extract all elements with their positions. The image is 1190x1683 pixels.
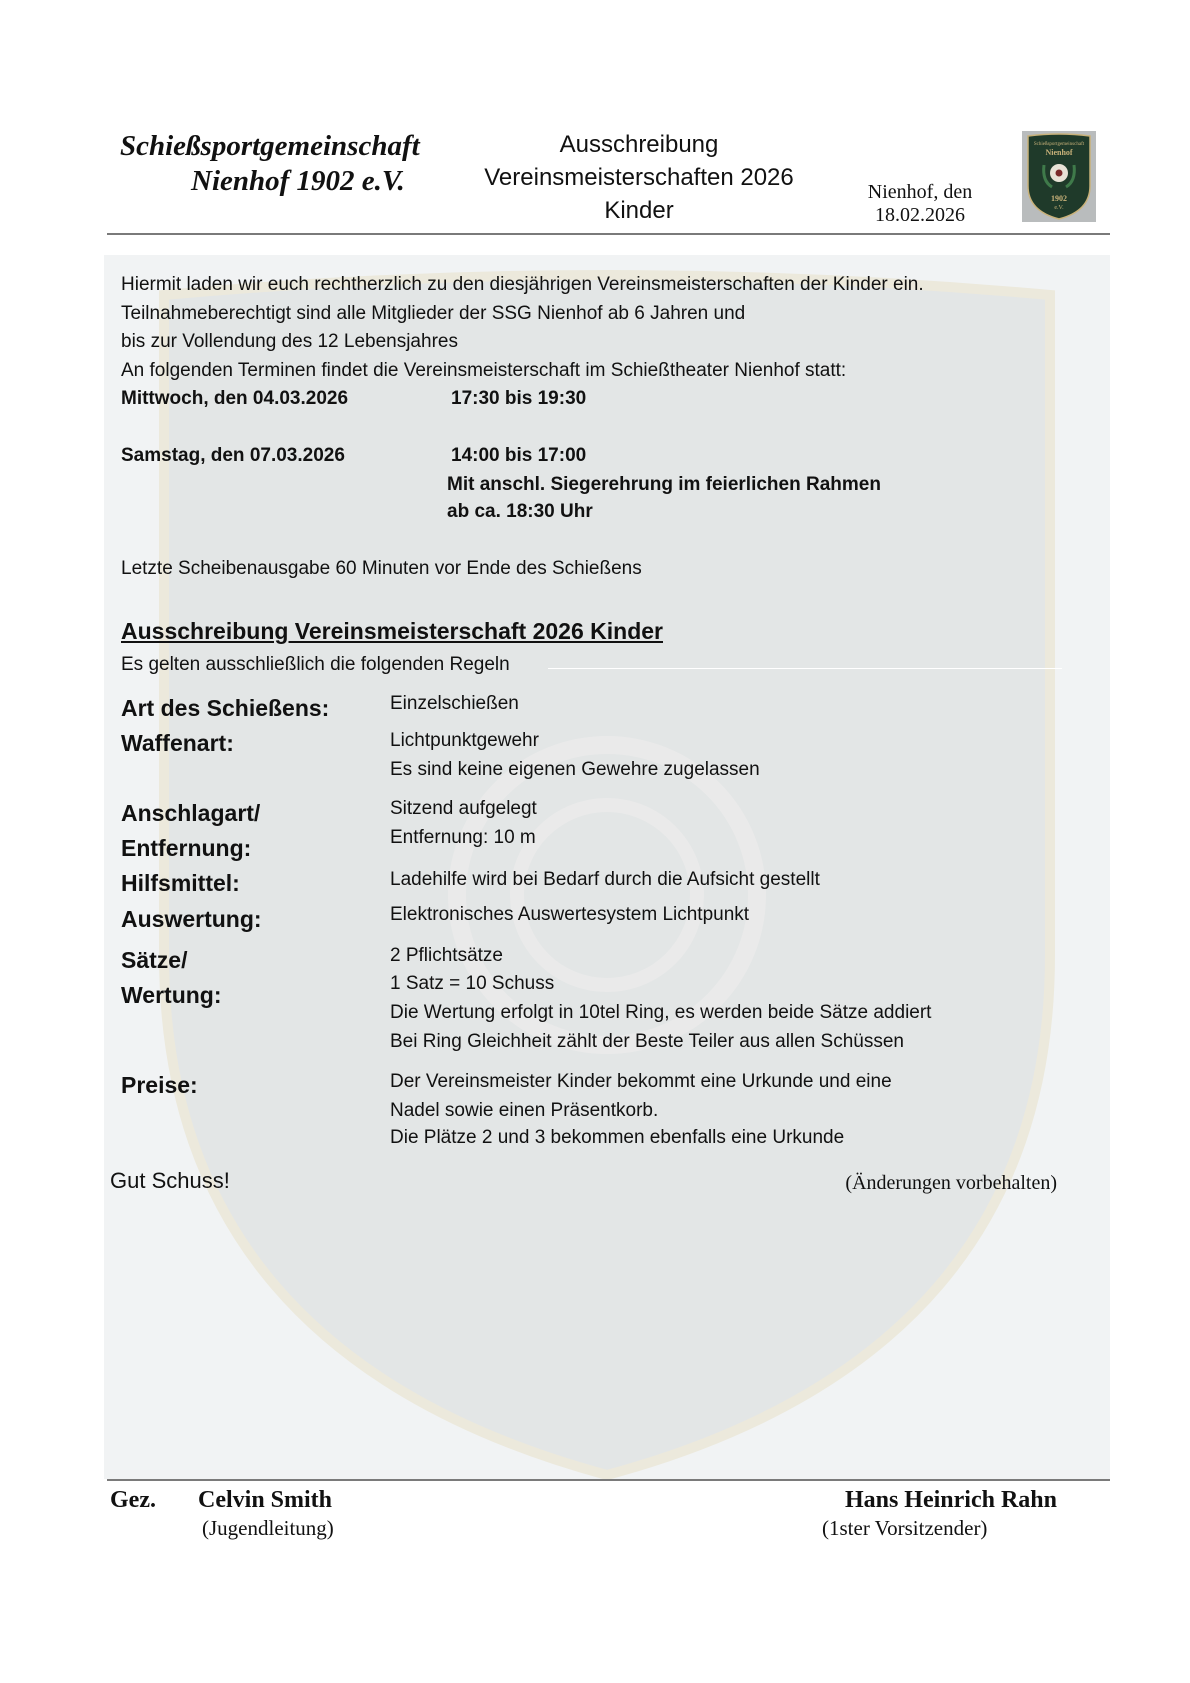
- rule-value: Sitzend aufgelegt: [390, 798, 537, 819]
- last-issue-note: Letzte Scheibenausgabe 60 Minuten vor Ende des Schießens: [121, 558, 642, 579]
- subheading-rule: [548, 668, 1062, 669]
- svg-text:e.V.: e.V.: [1054, 205, 1064, 211]
- watermark-background: [104, 255, 1110, 1479]
- closing-greeting: Gut Schuss!: [110, 1168, 230, 1193]
- rule-label-preise: Preise:: [121, 1072, 198, 1098]
- rule-label-art: Art des Schießens:: [121, 695, 330, 721]
- date-2-ceremony-time: ab ca. 18:30 Uhr: [447, 501, 593, 522]
- intro-line: Hiermit laden wir euch rechtherzlich zu den diesjährigen Vereinsmeisterschaften der Kinder ein.: [121, 274, 924, 295]
- doc-title-line3: Kinder: [604, 197, 674, 224]
- date-1-day: Mittwoch, den 04.03.2026: [121, 388, 349, 409]
- club-name-line1: Schießsportgemeinschaft: [120, 130, 420, 162]
- signature-divider: [107, 1479, 1110, 1481]
- club-logo: [1022, 131, 1096, 222]
- rule-value: Die Plätze 2 und 3 bekommen ebenfalls eine Urkunde: [390, 1127, 845, 1148]
- signature-right-name: Hans Heinrich Rahn: [844, 1487, 1057, 1513]
- rule-label-anschlagart: Anschlagart/: [121, 800, 261, 826]
- intro-line: An folgenden Terminen findet die Vereinsmeisterschaft im Schießtheater Nienhof statt:: [121, 360, 847, 381]
- rule-value: Einzelschießen: [390, 693, 519, 714]
- watermark-shield: [104, 255, 1110, 1479]
- svg-text:Schießsportgemeinschaft: Schießsportgemeinschaft: [1033, 142, 1085, 147]
- intro-line: bis zur Vollendung des 12 Lebensjahres: [121, 331, 458, 352]
- date-2-ceremony: Mit anschl. Siegerehrung im feierlichen Rahmen: [447, 474, 881, 495]
- date-2-day: Samstag, den 07.03.2026: [121, 445, 345, 466]
- rule-value: Der Vereinsmeister Kinder bekommt eine Urkunde und eine: [390, 1071, 892, 1092]
- rule-value: Ladehilfe wird bei Bedarf durch die Aufsicht gestellt: [390, 869, 820, 890]
- rule-label-entfernung: Entfernung:: [121, 835, 252, 861]
- rule-value: Die Wertung erfolgt in 10tel Ring, es werden beide Sätze addiert: [390, 1002, 932, 1023]
- rules-subheading: Es gelten ausschließlich die folgenden Regeln: [121, 654, 510, 675]
- rule-label-wertung: Wertung:: [121, 982, 222, 1008]
- rule-value: Elektronisches Auswertesystem Lichtpunkt: [390, 904, 750, 925]
- signature-right-role: (1ster Vorsitzender): [822, 1516, 988, 1540]
- date-2-time: 14:00 bis 17:00: [451, 445, 587, 466]
- rule-label-hilfsmittel: Hilfsmittel:: [121, 870, 240, 896]
- doc-title-line2: Vereinsmeisterschaften 2026: [484, 164, 794, 191]
- rule-value: Bei Ring Gleichheit zählt der Beste Teiler aus allen Schüssen: [390, 1031, 904, 1052]
- rule-label-waffenart: Waffenart:: [121, 730, 234, 756]
- rule-value: Entfernung: 10 m: [390, 827, 536, 848]
- date-1-time: 17:30 bis 19:30: [451, 388, 587, 409]
- rule-label-saetze: Sätze/: [121, 947, 188, 973]
- doc-title-line1: Ausschreibung: [559, 131, 719, 158]
- club-name-line2: Nienhof 1902 e.V.: [191, 165, 405, 197]
- rule-value: Es sind keine eigenen Gewehre zugelassen: [390, 759, 760, 780]
- signature-left-name: Celvin Smith: [198, 1487, 333, 1513]
- intro-line: Teilnahmeberechtigt sind alle Mitglieder der SSG Nienhof ab 6 Jahren und: [121, 303, 746, 324]
- disclaimer: (Änderungen vorbehalten): [845, 1172, 1057, 1194]
- place-label: Nienhof, den: [867, 181, 973, 203]
- svg-text:1902: 1902: [1051, 194, 1067, 203]
- rules-heading: Ausschreibung Vereinsmeisterschaft 2026 Kinder: [121, 618, 663, 644]
- signature-prefix: Gez.: [110, 1487, 156, 1513]
- rule-value: Lichtpunktgewehr: [390, 730, 539, 751]
- rule-value: 2 Pflichtsätze: [390, 945, 503, 966]
- rule-value: Nadel sowie einen Präsentkorb.: [390, 1100, 659, 1121]
- header-divider: [107, 233, 1110, 235]
- svg-text:Nienhof: Nienhof: [1045, 148, 1073, 157]
- rule-label-auswertung: Auswertung:: [121, 906, 262, 932]
- rule-value: 1 Satz = 10 Schuss: [390, 973, 555, 994]
- signature-left-role: (Jugendleitung): [202, 1516, 334, 1540]
- document-date: 18.02.2026: [875, 204, 965, 226]
